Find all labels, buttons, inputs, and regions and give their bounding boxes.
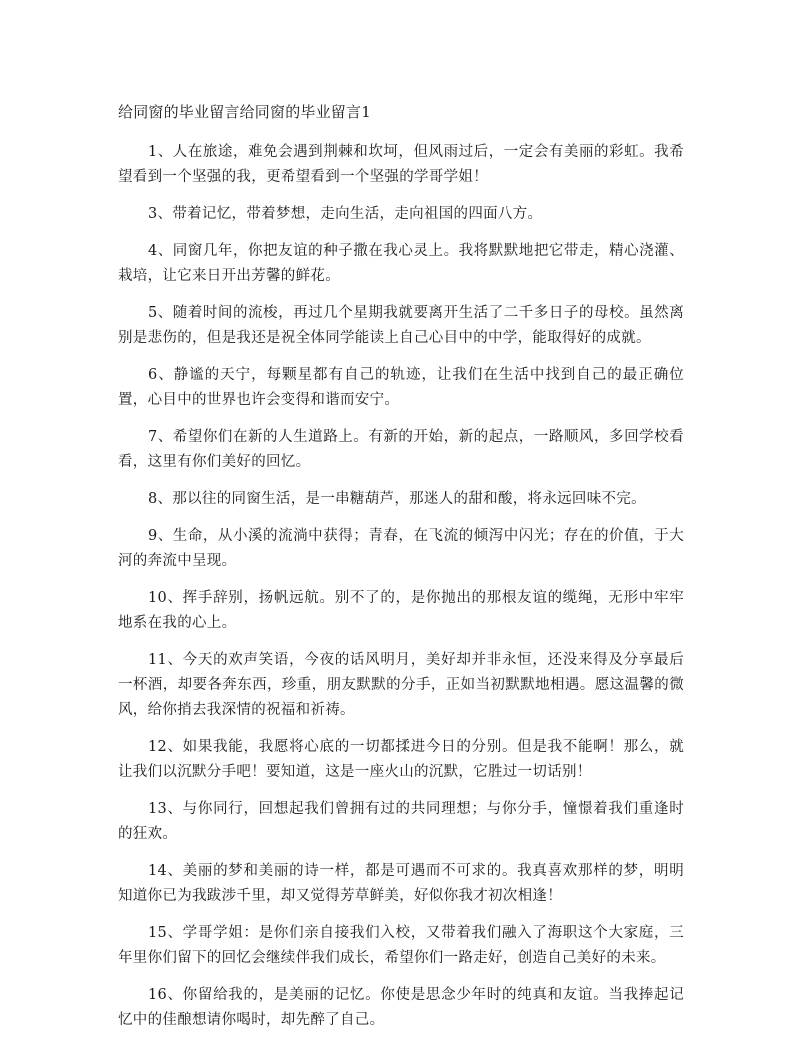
paragraph: 15、学哥学姐：是你们亲自接我们入校，又带着我们融入了海职这个大家庭，三年里你们留下的回忆会继续伴我们成长，希望你们一路走好，创造自己美好的未来。 bbox=[118, 925, 684, 966]
document-title: 给同窗的毕业留言给同窗的毕业留言1 bbox=[118, 103, 371, 121]
paragraph: 11、今天的欢声笑语，今夜的话风明月，美好却并非永恒，还没来得及分享最后一杯酒，却要各奔东西，珍重，朋友默默的分手，正如当初默默地相遇。愿这温馨的微风，给你捎去我深情的祝福和祈祷。 bbox=[118, 652, 684, 718]
paragraph: 14、美丽的梦和美丽的诗一样，都是可遇而不可求的。我真喜欢那样的梦，明明知道你已为我跋涉千里，却又觉得芳草鲜美，好似你我才初次相逢！ bbox=[118, 863, 684, 904]
paragraph: 6、静谧的天宁，每颗星都有自己的轨迹，让我们在生活中找到自己的最正确位置，心目中的世界也许会变得和谐而安宁。 bbox=[118, 367, 684, 408]
paragraph: 7、希望你们在新的人生道路上。有新的开始，新的起点，一路顺风，多回学校看看，这里有你们美好的回忆。 bbox=[118, 429, 684, 470]
paragraph: 10、挥手辞别，扬帆远航。别不了的，是你抛出的那根友谊的缆绳，无形中牢牢地系在我的心上。 bbox=[118, 590, 684, 631]
paragraph: 1、人在旅途，难免会遇到荆棘和坎坷，但风雨过后，一定会有美丽的彩虹。我希望看到一个坚强的我，更希望看到一个坚强的学哥学姐！ bbox=[118, 144, 684, 185]
paragraph: 3、带着记忆，带着梦想，走向生活，走向祖国的四面八方。 bbox=[148, 206, 543, 222]
paragraph: 9、生命，从小溪的流淌中获得；青春，在飞流的倾泻中闪光；存在的价值，于大河的奔流中呈现。 bbox=[118, 528, 684, 569]
paragraph: 8、那以往的同窗生活，是一串糖葫芦，那迷人的甜和酸，将永远回味不完。 bbox=[148, 491, 646, 507]
paragraph: 12、如果我能，我愿将心底的一切都揉进今日的分别。但是我不能啊！那么，就让我们以沉默分手吧！要知道，这是一座火山的沉默，它胜过一切话别！ bbox=[118, 739, 684, 780]
paragraph: 13、与你同行，回想起我们曾拥有过的共同理想；与你分手，憧憬着我们重逢时的狂欢。 bbox=[118, 801, 684, 842]
paragraph-list bbox=[118, 140, 684, 1045]
paragraph: 16、你留给我的，是美丽的记忆。你使是思念少年时的纯真和友谊。当我捧起记忆中的佳酿想请你喝时，却先醉了自己。 bbox=[118, 987, 684, 1028]
paragraph: 5、随着时间的流梭，再过几个星期我就要离开生活了二千多日子的母校。虽然离别是悲伤的，但是我还是祝全体同学能读上自己心目中的中学，能取得好的成就。 bbox=[118, 305, 684, 346]
paragraph: 4、同窗几年，你把友谊的种子撒在我心灵上。我将默默地把它带走，精心浇灌、栽培，让它来日开出芳馨的鲜花。 bbox=[118, 243, 684, 284]
